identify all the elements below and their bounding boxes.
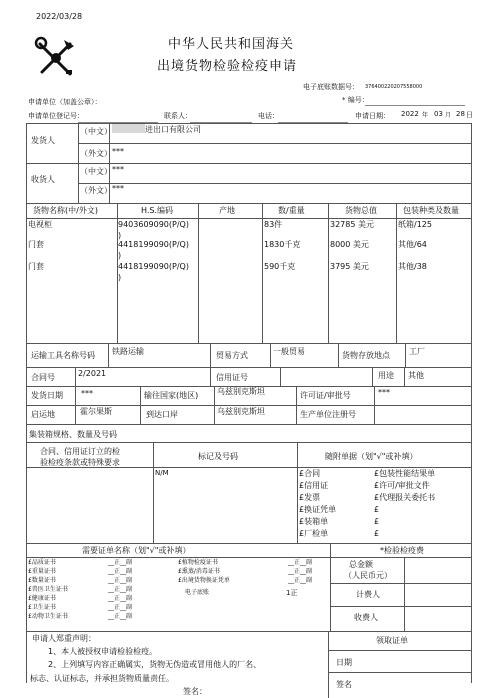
checkbox-icon[interactable]: £: [28, 613, 32, 620]
purpose-value: 其他: [408, 371, 424, 380]
checkbox-icon[interactable]: £: [299, 517, 305, 526]
depart-value: 霍尔果斯: [80, 407, 112, 416]
purpose-label: 用途: [378, 371, 394, 380]
checkbox-icon[interactable]: £: [178, 559, 182, 566]
goods-name: 门套: [28, 262, 44, 271]
dest-country-value: 乌兹别克斯坦: [217, 387, 265, 396]
cert-item: 电子底账: [185, 589, 210, 596]
contact-label: 联系人：: [164, 112, 192, 120]
cert-item: 健康证书: [31, 595, 56, 602]
apply-date-label: 申请日期：: [355, 112, 390, 120]
apply-unit-reg-label: 申请单位登记号：: [28, 112, 84, 120]
ship-date-label: 发货日期: [31, 391, 63, 400]
fee-label: *检验检疫费: [380, 546, 424, 555]
checkbox-icon[interactable]: £: [374, 505, 380, 514]
form-title-line1: 中华人民共和国海关: [168, 37, 295, 52]
goods-qty: 83件: [264, 220, 283, 229]
redacted-name: [112, 124, 145, 133]
declaration-2a: 2、上列填写内容正确属实，货物无伪造或冒用他人的厂名、: [48, 660, 262, 669]
checkbox-icon[interactable]: £: [28, 559, 32, 566]
docs-item: 代理报关委托书: [379, 493, 436, 502]
checkbox-icon[interactable]: £: [374, 517, 380, 526]
print-date: 2022/03/28: [36, 12, 83, 21]
checkbox-icon[interactable]: £: [28, 595, 32, 602]
apply-unit-label: 申请单位（加盖公章）：: [28, 98, 102, 106]
checkbox-icon[interactable]: £: [374, 529, 380, 538]
checkbox-icon[interactable]: £: [28, 604, 32, 611]
form-title-line2: 出境货物检验检疫申请: [157, 59, 298, 74]
checkbox-icon[interactable]: £: [178, 568, 182, 575]
ebook-no-label: 电子底账数据号：: [303, 83, 359, 91]
cert-item: 出境货物换证凭单: [181, 577, 230, 584]
goods-pack: 纸箱/125: [398, 220, 432, 229]
dest-country-label: 输往国家(地区): [144, 391, 199, 400]
shipper-label: 发货人: [31, 136, 55, 145]
shipper-en-value: ***: [112, 147, 124, 156]
goods-qty: 1830千克: [264, 240, 301, 249]
storage-label: 货物存放地点: [342, 351, 390, 360]
cert-item: 兽医卫生证书: [31, 586, 68, 593]
ebook-no-value: 376400220207558000: [365, 84, 423, 90]
storage-value: 工厂: [409, 347, 425, 356]
shipper-cn-value: 进出口有限公司: [145, 125, 201, 134]
apply-date-day-unit: 日: [466, 111, 473, 119]
cert-item: 数量证书: [31, 577, 56, 584]
marks-label: 标记及号码: [198, 452, 238, 461]
credit-label: 信用证号: [216, 373, 248, 382]
declaration-1: 1、本人被授权申请检验检疫。: [48, 647, 158, 656]
checkbox-icon[interactable]: £: [299, 493, 305, 502]
docs-item: 发票: [304, 493, 321, 502]
goods-hs: 9403609090(P/Q): [118, 220, 189, 229]
contract-value: 2/2021: [78, 369, 107, 378]
cert-item: 重量证书: [31, 568, 56, 575]
goods-header-qty: 数/重量: [278, 206, 305, 215]
goods-value: 8000 美元: [330, 240, 369, 249]
consignee-cn-value: ***: [112, 165, 124, 174]
consignee-cn-label: （中文）: [80, 167, 112, 176]
arrive-label: 到达口岸: [146, 410, 178, 419]
goods-hs: 4418199090(P/Q): [118, 240, 189, 249]
checkbox-icon[interactable]: £: [299, 469, 305, 478]
cert-item: 熏蒸/消毒证书: [181, 568, 220, 575]
goods-header-value: 货物总值: [345, 206, 377, 215]
consignee-en-label: （外文）: [80, 186, 112, 195]
transport-label: 运输工具名称号码: [31, 351, 95, 360]
receive-sign-label: 签名: [336, 680, 352, 689]
goods-hs: 4418199090(P/Q): [118, 262, 189, 271]
consignee-label: 收货人: [31, 175, 55, 184]
phone-label: 电话：: [258, 112, 279, 120]
serial-label: * 编号：: [342, 96, 369, 104]
checkbox-icon[interactable]: £: [28, 577, 32, 584]
checkbox-icon[interactable]: £: [28, 586, 32, 593]
docs-item: 包装性能结果单: [379, 469, 436, 478]
contract-label: 合同号: [31, 373, 55, 382]
container-label: 集装箱规格、数量及号码: [29, 430, 117, 439]
sign-label: 签名：: [183, 687, 207, 696]
cert-ebook-count: 1正: [286, 589, 298, 597]
apply-date-year: 2022: [401, 110, 419, 118]
goods-header-name: 货物名称(中/外文): [33, 206, 98, 215]
shipper-cn-label: （中文）: [80, 127, 112, 136]
goods-header-hs: H.S.编码: [141, 206, 174, 215]
checkbox-icon[interactable]: £: [299, 481, 305, 490]
goods-name: 电视柜: [28, 220, 52, 229]
shipper-en-label: （外文）: [80, 149, 112, 158]
depart-label: 启运地: [31, 410, 55, 419]
declaration-2b: 标志、认证标志，并承担货物质量责任。: [30, 674, 174, 683]
docs-item: 厂检单: [304, 529, 329, 538]
goods-value: 3795 美元: [330, 262, 369, 271]
checkbox-icon[interactable]: £: [374, 481, 380, 490]
checkbox-icon[interactable]: £: [374, 493, 380, 502]
docs-item: 合同: [304, 469, 321, 478]
contract-terms-label-2: 验检疫条款或特殊要求: [40, 458, 120, 467]
apply-date-month: 03: [434, 110, 443, 118]
goods-value: 32785 美元: [330, 220, 374, 229]
customs-emblem-icon: [34, 36, 78, 80]
receive-cert-label: 领取证单: [376, 636, 408, 645]
apply-date-month-unit: 月: [445, 112, 452, 119]
cert-item: 植物检疫证书: [181, 559, 218, 566]
transport-value: 铁路运输: [112, 347, 144, 356]
cert-item: 卫生证书: [31, 604, 56, 611]
cert-item: 动物卫生证书: [31, 613, 68, 620]
consignee-en-value: ***: [112, 184, 124, 193]
contract-terms-label-1: 合同、信用证订立的检: [40, 447, 120, 456]
apply-date-year-unit: 年: [422, 112, 429, 119]
checkbox-icon[interactable]: £: [299, 529, 305, 538]
goods-header-origin: 产地: [219, 206, 235, 215]
permit-label: 许可证/审批号: [300, 391, 351, 400]
arrive-value: 乌兹别克斯坦: [217, 407, 265, 416]
goods-pack: 其他/64: [398, 240, 427, 249]
trade-mode-label: 贸易方式: [216, 351, 248, 360]
goods-header-pack: 包装种类及数量: [403, 206, 459, 215]
docs-item: 装箱单: [304, 517, 329, 526]
checkbox-icon[interactable]: £: [28, 568, 32, 575]
docs-item: 许可/审批文件: [379, 481, 430, 490]
apply-date-day: 28: [456, 110, 465, 118]
fee-total-label-1: 总金额: [349, 560, 373, 569]
checkbox-icon[interactable]: £: [374, 469, 380, 478]
marks-value: N/M: [155, 469, 169, 477]
cert-item: 品质证书: [31, 559, 56, 566]
receive-date-label: 日期: [336, 658, 352, 667]
fee-calc-label: 计费人: [356, 590, 380, 599]
permit-value: ***: [378, 388, 390, 397]
goods-name: 门套: [28, 240, 44, 249]
checkbox-icon[interactable]: £: [178, 577, 182, 584]
fee-total-label-2: （人民币元）: [344, 571, 392, 580]
docs-item: 换证凭单: [304, 505, 337, 514]
goods-pack: 其他/38: [398, 262, 427, 271]
ship-date-value: ***: [81, 389, 93, 398]
docs-label: 随附单据（划"√"或补填）: [325, 452, 418, 461]
checkbox-icon[interactable]: £: [299, 505, 305, 514]
goods-qty: 590千克: [264, 262, 296, 271]
trade-mode-value: 一般贸易: [273, 347, 305, 356]
docs-item: 信用证: [304, 481, 329, 490]
producer-label: 生产单位注册号: [300, 410, 356, 419]
cert-label: 需要证单名称（划"√"或补填）: [82, 546, 191, 555]
declaration-label: 申请人郑重声明：: [32, 634, 96, 643]
fee-collect-label: 收费人: [354, 613, 378, 622]
